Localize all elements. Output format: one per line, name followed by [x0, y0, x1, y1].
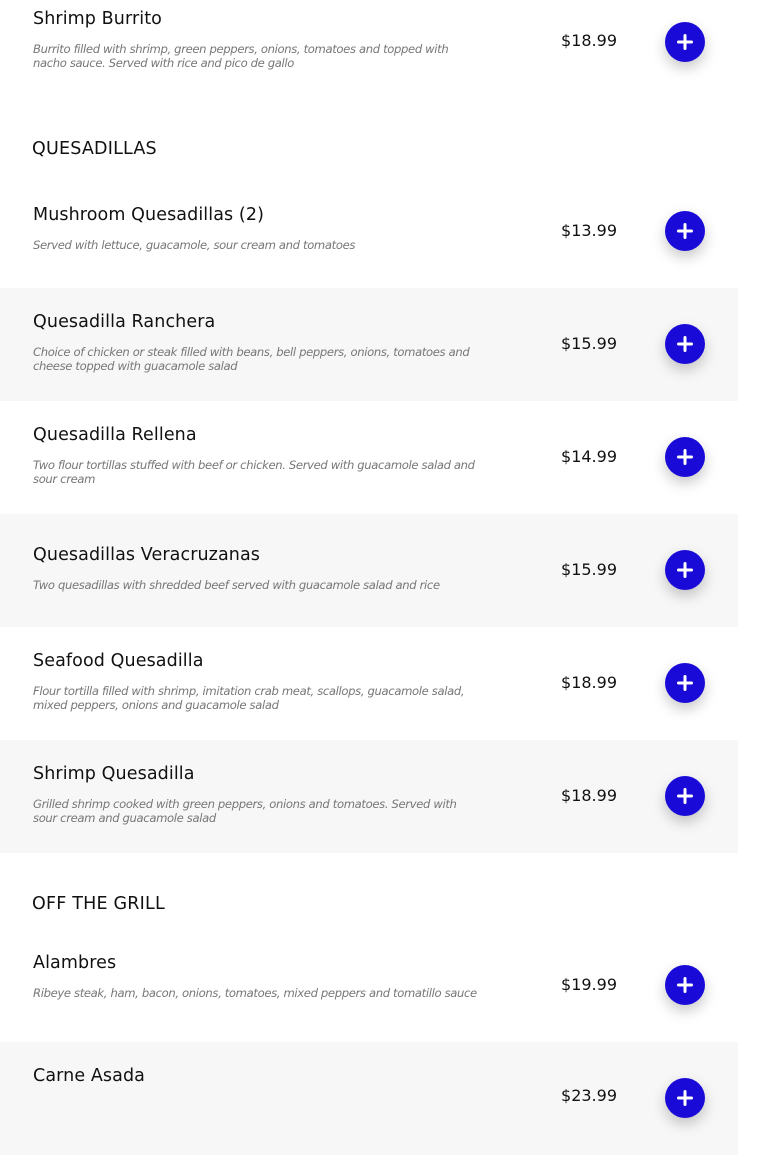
item-name: Quesadilla Rellena	[33, 425, 197, 445]
menu-item-quesadilla-rellena	[0, 401, 738, 514]
plus-icon	[677, 788, 693, 804]
plus-icon	[677, 336, 693, 352]
add-to-cart-button[interactable]	[665, 776, 705, 816]
menu-item-shrimp-burrito	[0, 0, 738, 98]
add-to-cart-button[interactable]	[665, 550, 705, 590]
plus-icon	[677, 977, 693, 993]
add-to-cart-button[interactable]	[665, 22, 705, 62]
plus-icon	[677, 34, 693, 50]
add-to-cart-button[interactable]	[665, 1078, 705, 1118]
item-description: Grilled shrimp cooked with green peppers, onions and tomatoes. Served with sour cream and guacamole salad	[33, 797, 457, 825]
plus-icon	[677, 675, 693, 691]
add-to-cart-button[interactable]	[665, 211, 705, 251]
add-to-cart-button[interactable]	[665, 437, 705, 477]
item-price: $18.99	[561, 786, 617, 805]
item-price: $15.99	[561, 560, 617, 579]
menu-item-quesadillas-veracruzanas	[0, 514, 738, 627]
item-description: Two quesadillas with shredded beef served with guacamole salad and rice	[33, 578, 440, 592]
item-name: Quesadillas Veracruzanas	[33, 545, 261, 565]
item-description: Choice of chicken or steak filled with beans, bell peppers, onions, tomatoes and cheese topped with guacamole salad	[33, 345, 470, 373]
item-description: Two flour tortillas stuffed with beef or chicken. Served with guacamole salad and sour cream	[33, 458, 475, 486]
plus-icon	[677, 562, 693, 578]
item-description: Flour tortilla filled with shrimp, imitation crab meat, scallops, guacamole salad, mixed peppers, onions and guacamole salad	[33, 684, 465, 712]
menu-item-quesadilla-ranchera	[0, 288, 738, 401]
item-name: Carne Asada	[33, 1066, 145, 1086]
menu-item-shrimp-quesadilla	[0, 740, 738, 853]
item-price: $23.99	[561, 1086, 617, 1105]
item-name: Shrimp Quesadilla	[33, 764, 195, 784]
item-description: Ribeye steak, ham, bacon, onions, tomatoes, mixed peppers and tomatillo sauce	[33, 986, 477, 1000]
menu-item-carne-asada	[0, 1042, 738, 1155]
plus-icon	[677, 1090, 693, 1106]
add-to-cart-button[interactable]	[665, 663, 705, 703]
item-name: Mushroom Quesadillas (2)	[33, 205, 264, 225]
item-description: Served with lettuce, guacamole, sour cream and tomatoes	[33, 238, 356, 252]
item-price: $13.99	[561, 221, 617, 240]
section-heading-off-the-grill: OFF THE GRILL	[32, 894, 165, 914]
item-price: $18.99	[561, 673, 617, 692]
item-price: $19.99	[561, 975, 617, 994]
menu-item-seafood-quesadilla	[0, 627, 738, 740]
item-description: Burrito filled with shrimp, green peppers, onions, tomatoes and topped with nacho sauce. Served with rice and pico de gallo	[33, 42, 449, 70]
add-to-cart-button[interactable]	[665, 965, 705, 1005]
menu-item-alambres	[0, 929, 738, 1042]
item-price: $14.99	[561, 447, 617, 466]
plus-icon	[677, 223, 693, 239]
item-price: $15.99	[561, 334, 617, 353]
item-price: $18.99	[561, 31, 617, 50]
item-name: Shrimp Burrito	[33, 9, 162, 29]
item-name: Seafood Quesadilla	[33, 651, 204, 671]
plus-icon	[677, 449, 693, 465]
add-to-cart-button[interactable]	[665, 324, 705, 364]
item-name: Alambres	[33, 953, 117, 973]
section-heading-quesadillas: QUESADILLAS	[32, 139, 157, 159]
item-name: Quesadilla Ranchera	[33, 312, 216, 332]
menu-item-mushroom-quesadillas	[0, 175, 738, 288]
